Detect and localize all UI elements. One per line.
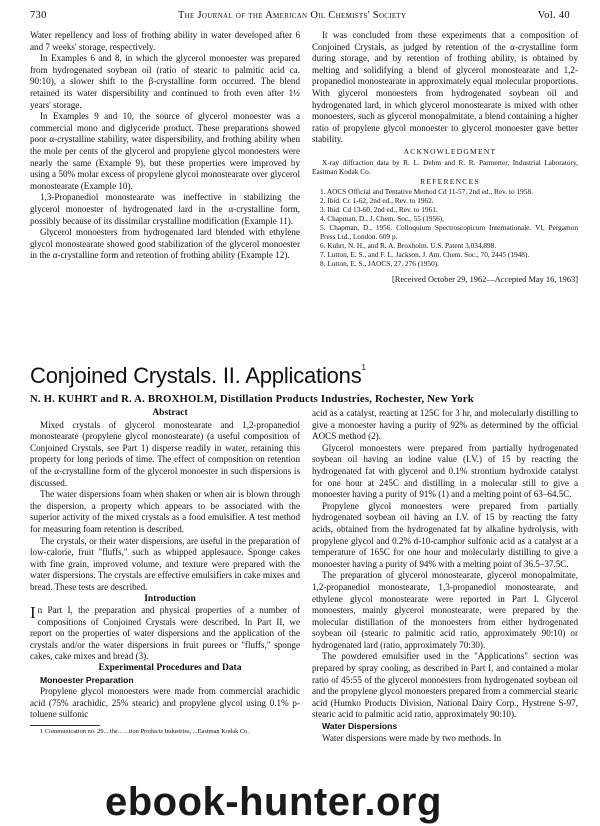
volume-label: Vol. 40	[537, 10, 570, 21]
introduction-heading: Introduction	[144, 593, 196, 604]
reference-item: 1. AOCS Official and Tentative Method Cd 11-57, 2nd ed., Rev. to 1958.	[320, 187, 533, 197]
reference-item: 2. Ibid. Cc 1-62, 2nd ed., Rev. to 1962.	[320, 196, 434, 206]
abstract-paragraph: The crystals, or their water dispersions, are useful in the preparation of low-calorie, fruit "fluffs," such as whipped applesauce. Sponge cakes with fine grain, improved volume, and texture were prepared with the water dispersions. The crystals are effective emulsifiers in cake mixes and bread. These tests are described.	[30, 535, 300, 592]
reference-item: 4. Chapman, D., J. Chem. Soc., 55 (1956).	[320, 214, 445, 224]
introduction-paragraph	[30, 605, 300, 663]
introduction-text: n Part I, the preparation and physical properties of a number of compositions of Conjoined Crystals were described. In Part II, we report on the properties of water dispersions and the application of the crystals and/or the water dispersions in fruit purees or "fluffs," sponge cakes, cake mixes and bread (3).	[30, 605, 300, 662]
paragraph: Water dispersions were made by two methods. In	[322, 732, 502, 743]
title-footnote-mark: 1	[361, 363, 366, 372]
paragraph: Water repellency and loss of frothing ability in water developed after 6 and 7 weeks' storage, respectively.	[30, 30, 300, 52]
footnote: 1 Communication no. 29... the... ...tion Products Industries, ...Eastman Kodak Co.	[40, 728, 249, 736]
footnote-divider	[30, 725, 100, 726]
paragraph: acid as a catalyst, reacting at 125C for 3 hr, and molecularly distilling to give a monoester having a purity of 92% as determined by the official AOCS method (2).	[312, 408, 578, 442]
reference-item: 8. Lutton, E. S., JAOCS, 27, 276 (1950).	[320, 259, 439, 269]
running-header	[30, 10, 570, 24]
abstract-paragraph: The water dispersions foam when shaken or when air is blown through the dispersion, a property which appears to be associated with the superior activity of the mixed crystals as a food emulsifier. A test method for measuring foam retention is described.	[30, 489, 300, 534]
reference-item: 7. Lutton, E. S., and F. L. Jackson, J. Am. Chem. Soc., 70, 2445 (1948).	[320, 250, 530, 260]
references-list	[312, 187, 578, 268]
bottom-left-column	[30, 408, 300, 736]
abstract-heading: Abstract	[152, 408, 188, 418]
paragraph: It was concluded from these experiments that a composition of Conjoined Crystals, as judged by retention of the α-crystalline form during storage, and by retention of frothing ability, is obtained by melting and solidifying a blend of glycerol monostearate and 1,2-propanediol monostearate in approximately equal molecular proportions. With glycerol monoesters from hydrogenated soybean oil and hydrogenated lard, in which glycerol monostearate is mixed with other monoesters, such as glycerol monopalmitate, a blend containing a higher ratio of propylene glycol monoester to glycerol monoester gave better stability.	[312, 30, 578, 145]
paragraph: Glycerol monoesters were prepared from partially hydrogenated soybean oil having an iodine value (I.V.) of 15 by reacting the hydrogenated fat with glycerol and 0.1% strontium hydroxide catalyst for one hour at 245C and distilling in a molecular still to give a monoester having a purity of 91% (1) and a melting point of 63–64.5C.	[312, 442, 578, 500]
paragraph: Glycerol monoesters from hydrogenated lard blended with ethylene glycol monostearate showed good stabilization of the glycerol monoester in the α-crystalline form and retention of frothing ability (Example 12).	[30, 227, 300, 261]
water-dispersions-heading: Water Dispersions	[322, 721, 398, 732]
reference-item: 5. Chapman, D., 1956. Colloquium Spectroscopicum Internationale. VI, Pergamon Press Ltd., London. 609 p.	[320, 223, 578, 242]
bottom-right-column	[312, 408, 578, 744]
reference-item: 6. Kuhrt, N. H., and R. A. Broxholm. U.S. Patent 3,034,898.	[320, 241, 497, 251]
references-heading: REFERENCES	[420, 176, 480, 186]
reference-item: 3. Ibid. Cd 13-60, 2nd ed., Rev. to 1961.	[320, 205, 438, 215]
journal-name: The Journal of the American Oil Chemists' Society	[177, 10, 407, 21]
article-authors: N. H. KUHRT and R. A. BROXHOLM, Distillation Products Industries, Rochester, New York	[30, 393, 474, 405]
experimental-heading: Experimental Procedures and Data	[98, 663, 242, 674]
paragraph: The powdered emulsifier used in the "Applications" section was prepared by spray cooling, as described in Part I, and contained a molar ratio of 45:55 of the glycerol monoesters from hydrogenated soybean oil and the propylene glycol monoesters prepared from a commercial stearic acid (Humko Products Division, National Dairy Corp., Hystrene S-97, stearic acid to palmitic acid ratio, approximately 90:10).	[312, 651, 578, 720]
watermark-logo: ebook-hunter.org	[105, 780, 442, 824]
monoester-heading: Monoester Preparation	[40, 674, 134, 685]
received-date: [Received October 29, 1962—Accepted May 16, 1963]	[391, 275, 578, 285]
top-right-column	[312, 30, 578, 286]
acknowledgment-text: X-ray diffraction data by R. L. Dehm and R. R. Parmerter, Industrial Laboratory, Eastman Kodak Co.	[312, 157, 578, 176]
drop-cap: I	[30, 603, 36, 623]
abstract-paragraph: Mixed crystals of glycerol monostearate and 1,2-propanediol monostearate (propylene glycol monostearate) (a useful composition of Conjoined Crystals, see Part 1) disperse readily in water, retaining this property for long periods of time. The effect of composition on retention of the α-crystalline form of the glycerol monoester in such dispersions is discussed.	[30, 419, 300, 488]
acknowledgment-heading: ACKNOWLEDGMENT	[403, 146, 497, 156]
top-left-column	[30, 30, 300, 262]
paragraph: Propylene glycol monoesters were prepared from partially hydrogenated soybean oil having an I.V. of 15 by reacting the fatty acids, obtained from the hydrogenated fat by alkaline hydrolysis, with propylene glycol and 0.2% d-10-camphor sulfonic acid as a catalyst at a temperature of 165C for one hour and molecularly distilling to give a monoester having a purity of 94% with a melting point of 36.5–37.5C.	[312, 500, 578, 569]
article-title-text: Conjoined Crystals. II. Applications	[30, 363, 362, 388]
paragraph: 1,3-Propanediol monostearate was ineffective in stabilizing the glycerol monoester of hydrogenated lard in the α-crystalline form, possibly because of its dissimilar crystalline modification (Example 11).	[30, 192, 300, 226]
paragraph: In Examples 6 and 8, in which the glycerol monoester was prepared from hydrogenated soybean oil (ratio of stearic to palmitic acid ca. 90:10), a slower shift to the β-crystalline form occurred. The blend retained its water dispersibility and continued to froth even after 1½ years' storage.	[30, 53, 300, 110]
paragraph: Propylene glycol monoesters were made from commercial arachidic acid (75% arachidic, 25% stearic) and propylene glycol using 0.1% p-toluene sulfonic	[30, 686, 300, 720]
article-title	[30, 363, 580, 389]
paragraph: The preparation of glycerol monostearate, glycerol monopalmitate, 1,2-propanediol monostearate, 1,3-propanediol monostearate, and ethylene glycol monostearate were reported in Part I. Glycerol monoesters, mainly glycerol monostearate, were prepared by the molecular distillation of the monoesters from either hydrogenated soybean oil (stearic to palmitic acid ratio, approximately 90:10) or hydrogenated lard (ratio, approximately 70:30).	[312, 570, 578, 650]
paragraph: In Examples 9 and 10, the source of glycerol monoester was a commercial mono and diglyceride product. These preparations showed poor α-crystalline stability, water dispersibility, and frothing ability when the mole per cents of the glycerol and propylene glycol monoesters were nearly the same (Example 9), but these properties were improved by using a 50% molar excess of propylene glycol monostearate over glycerol monostearate (Example 10).	[30, 111, 300, 191]
page-number: 730	[30, 10, 47, 21]
